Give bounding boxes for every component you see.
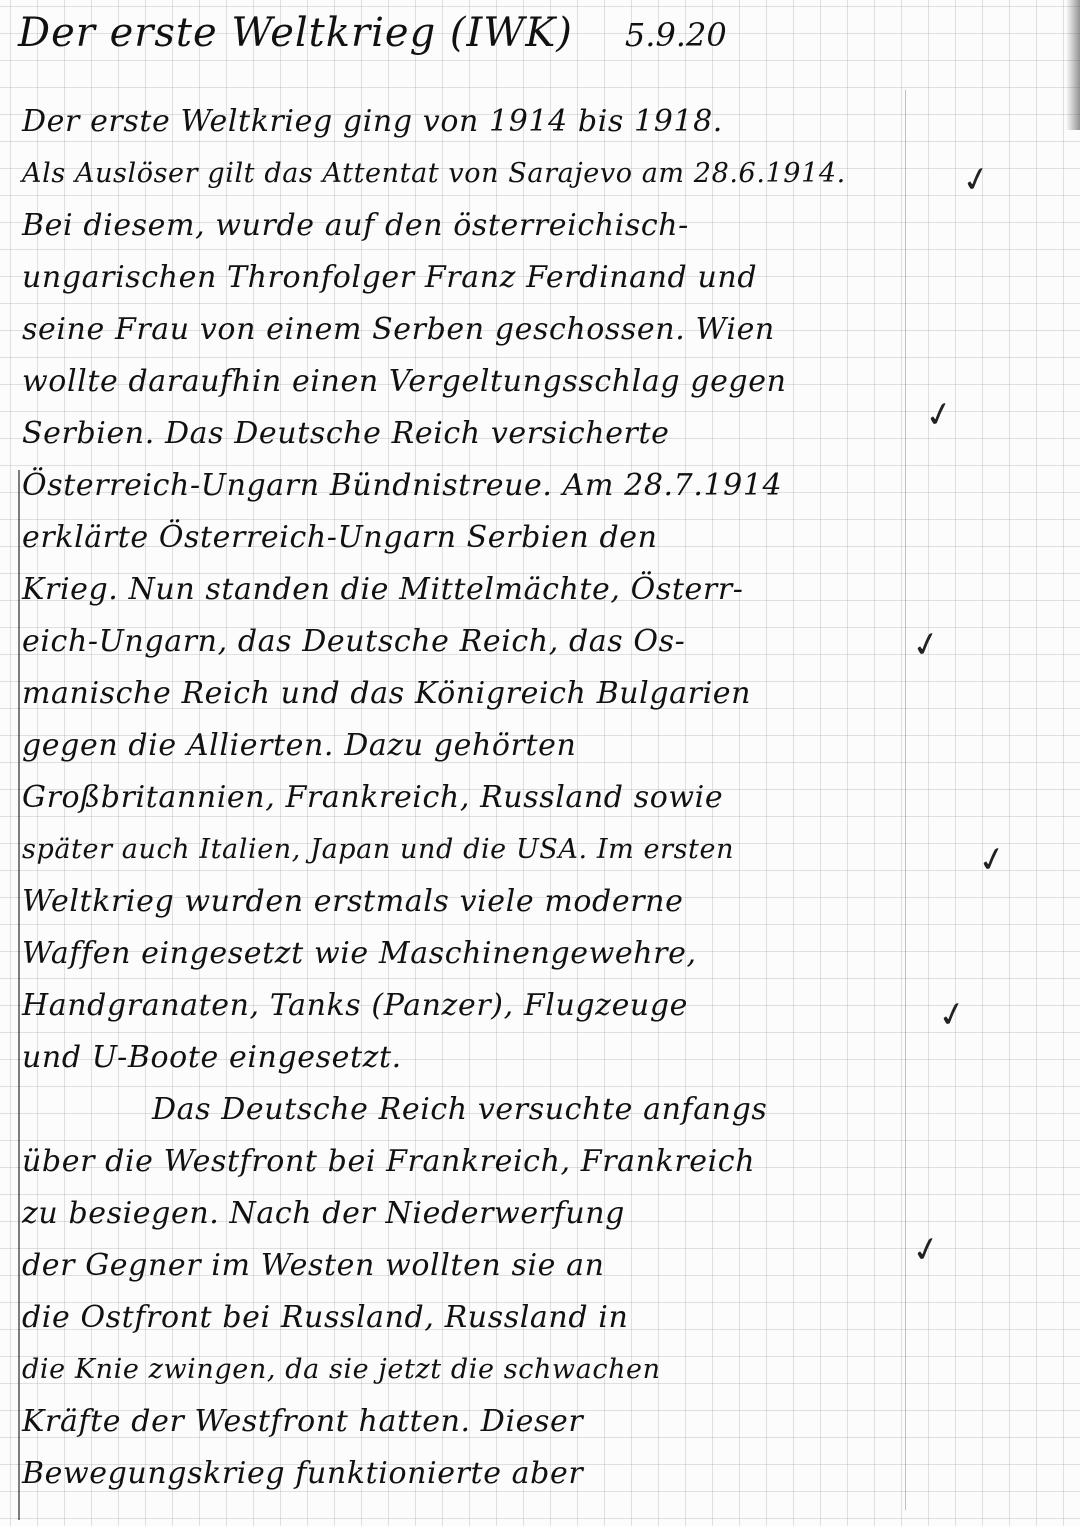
date-label: 5.9.20 — [624, 16, 727, 54]
text-line: zu besiegen. Nach der Niederwerfung — [22, 1196, 625, 1231]
text-line: Großbritannien, Frankreich, Russland sowie — [22, 780, 724, 815]
checkmark-icon: ✓ — [934, 992, 971, 1038]
text-line: Das Deutsche Reich versuchte anfangs — [152, 1092, 768, 1127]
text-line: erklärte Österreich-Ungarn Serbien den — [22, 520, 658, 555]
checkmark-icon: ✓ — [974, 837, 1011, 883]
text-line: Als Auslöser gilt das Attentat von Sarajevo am 28.6.1914. — [22, 158, 846, 189]
text-line: Weltkrieg wurden erstmals viele moderne — [22, 884, 684, 919]
text-line: Kräfte der Westfront hatten. Dieser — [22, 1404, 584, 1439]
text-line: Waffen eingesetzt wie Maschinengewehre, — [22, 936, 697, 971]
text-line: Der erste Weltkrieg ging von 1914 bis 1918. — [22, 104, 723, 139]
checkmark-icon: ✓ — [958, 157, 995, 203]
text-line: gegen die Allierten. Dazu gehörten — [22, 728, 577, 763]
text-line: Krieg. Nun standen die Mittelmächte, Österr- — [22, 572, 744, 607]
text-line: eich-Ungarn, das Deutsche Reich, das Os- — [22, 624, 686, 659]
text-line: ungarischen Thronfolger Franz Ferdinand und — [22, 260, 758, 295]
text-line: Österreich-Ungarn Bündnistreue. Am 28.7.1914 — [22, 468, 783, 503]
text-line: seine Frau von einem Serben geschossen. Wien — [22, 312, 775, 347]
handwritten-text — [22, 96, 982, 1500]
heading-row — [18, 10, 918, 66]
text-line: manische Reich und das Königreich Bulgarien — [22, 676, 752, 711]
checkmark-icon: ✓ — [908, 622, 945, 668]
text-line: die Ostfront bei Russland, Russland in — [22, 1300, 629, 1335]
text-line: der Gegner im Westen wollten sie an — [22, 1248, 605, 1283]
checkmark-icon: ✓ — [921, 392, 958, 438]
text-line: Serbien. Das Deutsche Reich versicherte — [22, 416, 670, 451]
text-line: später auch Italien, Japan und die USA. Im ersten — [22, 834, 735, 865]
text-line: über die Westfront bei Frankreich, Frankreich — [22, 1144, 756, 1179]
text-line: wollte daraufhin einen Vergeltungsschlag gegen — [22, 364, 787, 399]
page-title: Der erste Weltkrieg (IWK) — [18, 10, 573, 56]
text-line: Bewegungskrieg funktionierte aber — [22, 1456, 584, 1491]
text-line: und U-Boote eingesetzt. — [22, 1040, 402, 1075]
scan-edge-shadow — [1066, 0, 1080, 130]
checkmark-icon: ✓ — [908, 1227, 945, 1273]
text-line: Handgranaten, Tanks (Panzer), Flugzeuge — [22, 988, 689, 1023]
text-line: Bei diesem, wurde auf den österreichisch- — [22, 208, 689, 243]
text-line: die Knie zwingen, da sie jetzt die schwachen — [22, 1354, 661, 1385]
margin-line — [18, 470, 20, 1520]
